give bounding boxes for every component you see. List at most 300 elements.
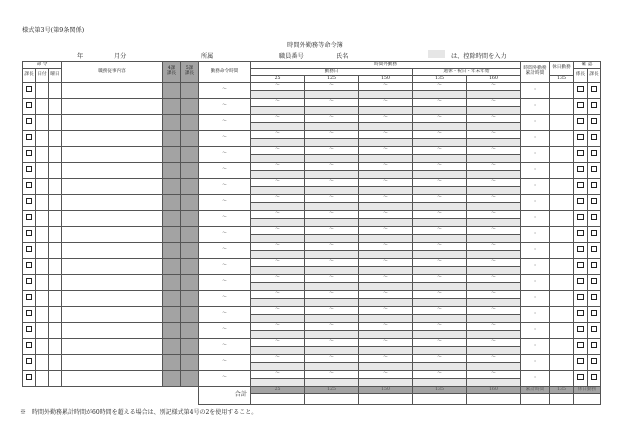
deduction-125-cell[interactable] [305, 347, 359, 355]
holiday-work-cell[interactable] [550, 259, 574, 275]
ot25-cell[interactable]: ～ [251, 371, 305, 379]
ot125-cell[interactable]: ～ [305, 163, 359, 171]
checkbox-icon[interactable] [577, 214, 584, 221]
checkbox-icon[interactable] [591, 182, 598, 189]
deduction-150-cell[interactable] [359, 267, 413, 275]
ot135-cell[interactable]: ～ [413, 323, 467, 331]
checkbox-icon[interactable] [26, 118, 33, 125]
staff-confirm-checkbox[interactable] [574, 195, 588, 211]
ot25-cell[interactable]: ～ [251, 259, 305, 267]
ot160-cell[interactable]: ～ [467, 323, 521, 331]
checkbox-icon[interactable] [591, 102, 598, 109]
ot25-cell[interactable]: ～ [251, 243, 305, 251]
chief-confirm-checkbox[interactable] [588, 275, 601, 291]
ot150-cell[interactable]: ～ [359, 83, 413, 91]
deduction-160-cell[interactable] [467, 155, 521, 163]
checkbox-icon[interactable] [577, 358, 584, 365]
cumulative-cell[interactable]: : [521, 259, 550, 275]
date-cell[interactable] [36, 163, 49, 179]
checkbox-icon[interactable] [591, 118, 598, 125]
date-cell[interactable] [36, 99, 49, 115]
deduction-150-cell[interactable] [359, 203, 413, 211]
cumulative-cell[interactable]: : [521, 227, 550, 243]
deduction-160-cell[interactable] [467, 251, 521, 259]
cumulative-cell[interactable]: : [521, 195, 550, 211]
deduction-160-cell[interactable] [467, 107, 521, 115]
chief-confirm-checkbox[interactable] [588, 259, 601, 275]
deduction-160-cell[interactable] [467, 363, 521, 371]
ot125-cell[interactable]: ～ [305, 323, 359, 331]
checkbox-icon[interactable] [577, 342, 584, 349]
deduction-160-cell[interactable] [467, 123, 521, 131]
date-cell[interactable] [36, 371, 49, 387]
deduction-25-cell[interactable] [251, 187, 305, 195]
holiday-work-cell[interactable] [550, 83, 574, 99]
ot125-cell[interactable]: ～ [305, 355, 359, 363]
order-checkbox[interactable] [23, 147, 36, 163]
deduction-150-cell[interactable] [359, 379, 413, 387]
staff-confirm-checkbox[interactable] [574, 83, 588, 99]
checkbox-icon[interactable] [591, 294, 598, 301]
order-checkbox[interactable] [23, 163, 36, 179]
date-cell[interactable] [36, 259, 49, 275]
checkbox-icon[interactable] [577, 278, 584, 285]
checkbox-icon[interactable] [26, 198, 33, 205]
ot25-cell[interactable]: ～ [251, 99, 305, 107]
cumulative-cell[interactable]: : [521, 211, 550, 227]
total-160-input[interactable] [467, 394, 521, 405]
deduction-150-cell[interactable] [359, 219, 413, 227]
ot125-cell[interactable]: ～ [305, 307, 359, 315]
date-cell[interactable] [36, 147, 49, 163]
deduction-125-cell[interactable] [305, 203, 359, 211]
date-cell[interactable] [36, 275, 49, 291]
ot150-cell[interactable]: ～ [359, 227, 413, 235]
deduction-135-cell[interactable] [413, 251, 467, 259]
ot160-cell[interactable]: ～ [467, 243, 521, 251]
deduction-150-cell[interactable] [359, 91, 413, 99]
deduction-25-cell[interactable] [251, 347, 305, 355]
checkbox-icon[interactable] [26, 310, 33, 317]
deduction-135-cell[interactable] [413, 283, 467, 291]
ot150-cell[interactable]: ～ [359, 163, 413, 171]
deduction-150-cell[interactable] [359, 299, 413, 307]
holiday-work-cell[interactable] [550, 323, 574, 339]
ot135-cell[interactable]: ～ [413, 339, 467, 347]
chief-confirm-checkbox[interactable] [588, 99, 601, 115]
date-cell[interactable] [36, 211, 49, 227]
date-cell[interactable] [36, 291, 49, 307]
chief-confirm-checkbox[interactable] [588, 83, 601, 99]
order-time-cell[interactable]: ～ [199, 99, 251, 115]
weekday-cell[interactable] [49, 195, 62, 211]
staff-confirm-checkbox[interactable] [574, 339, 588, 355]
ot150-cell[interactable]: ～ [359, 291, 413, 299]
deduction-135-cell[interactable] [413, 315, 467, 323]
checkbox-icon[interactable] [26, 262, 33, 269]
weekday-cell[interactable] [49, 115, 62, 131]
order-checkbox[interactable] [23, 83, 36, 99]
chief-confirm-checkbox[interactable] [588, 131, 601, 147]
deduction-125-cell[interactable] [305, 219, 359, 227]
ot150-cell[interactable]: ～ [359, 211, 413, 219]
checkbox-icon[interactable] [591, 326, 598, 333]
deduction-135-cell[interactable] [413, 155, 467, 163]
order-time-cell[interactable]: ～ [199, 195, 251, 211]
order-checkbox[interactable] [23, 355, 36, 371]
weekday-cell[interactable] [49, 83, 62, 99]
ot135-cell[interactable]: ～ [413, 275, 467, 283]
chief-confirm-checkbox[interactable] [588, 355, 601, 371]
staff-confirm-checkbox[interactable] [574, 227, 588, 243]
order-checkbox[interactable] [23, 323, 36, 339]
weekday-cell[interactable] [49, 227, 62, 243]
order-time-cell[interactable]: ～ [199, 307, 251, 323]
holiday-work-cell[interactable] [550, 307, 574, 323]
holiday-work-cell[interactable] [550, 115, 574, 131]
cumulative-cell[interactable]: : [521, 83, 550, 99]
deduction-125-cell[interactable] [305, 363, 359, 371]
weekday-cell[interactable] [49, 243, 62, 259]
checkbox-icon[interactable] [591, 86, 598, 93]
order-time-cell[interactable]: ～ [199, 115, 251, 131]
ot160-cell[interactable]: ～ [467, 339, 521, 347]
ot150-cell[interactable]: ～ [359, 131, 413, 139]
ot135-cell[interactable]: ～ [413, 83, 467, 91]
ot25-cell[interactable]: ～ [251, 195, 305, 203]
date-cell[interactable] [36, 179, 49, 195]
cumulative-cell[interactable]: : [521, 243, 550, 259]
ot160-cell[interactable]: ～ [467, 371, 521, 379]
deduction-135-cell[interactable] [413, 171, 467, 179]
holiday-work-cell[interactable] [550, 339, 574, 355]
order-time-cell[interactable]: ～ [199, 179, 251, 195]
chief-confirm-checkbox[interactable] [588, 243, 601, 259]
checkbox-icon[interactable] [577, 230, 584, 237]
deduction-125-cell[interactable] [305, 91, 359, 99]
staff-confirm-checkbox[interactable] [574, 147, 588, 163]
deduction-125-cell[interactable] [305, 379, 359, 387]
duty-cell[interactable] [62, 291, 163, 307]
order-time-cell[interactable]: ～ [199, 323, 251, 339]
total-125-input[interactable] [305, 394, 359, 405]
duty-cell[interactable] [62, 211, 163, 227]
deduction-150-cell[interactable] [359, 171, 413, 179]
checkbox-icon[interactable] [577, 118, 584, 125]
deduction-160-cell[interactable] [467, 139, 521, 147]
chief-confirm-checkbox[interactable] [588, 307, 601, 323]
cumulative-cell[interactable]: : [521, 131, 550, 147]
checkbox-icon[interactable] [577, 102, 584, 109]
order-time-cell[interactable]: ～ [199, 243, 251, 259]
weekday-cell[interactable] [49, 211, 62, 227]
checkbox-icon[interactable] [591, 214, 598, 221]
order-time-cell[interactable]: ～ [199, 275, 251, 291]
duty-cell[interactable] [62, 179, 163, 195]
deduction-25-cell[interactable] [251, 155, 305, 163]
deduction-125-cell[interactable] [305, 299, 359, 307]
staff-confirm-checkbox[interactable] [574, 243, 588, 259]
ot25-cell[interactable]: ～ [251, 115, 305, 123]
weekday-cell[interactable] [49, 275, 62, 291]
deduction-135-cell[interactable] [413, 219, 467, 227]
checkbox-icon[interactable] [577, 86, 584, 93]
deduction-125-cell[interactable] [305, 267, 359, 275]
ot160-cell[interactable]: ～ [467, 259, 521, 267]
date-cell[interactable] [36, 243, 49, 259]
cumulative-cell[interactable]: : [521, 179, 550, 195]
checkbox-icon[interactable] [577, 262, 584, 269]
cumulative-cell[interactable]: : [521, 99, 550, 115]
deduction-135-cell[interactable] [413, 91, 467, 99]
ot135-cell[interactable]: ～ [413, 259, 467, 267]
ot125-cell[interactable]: ～ [305, 259, 359, 267]
checkbox-icon[interactable] [591, 246, 598, 253]
deduction-160-cell[interactable] [467, 203, 521, 211]
checkbox-icon[interactable] [577, 326, 584, 333]
ot135-cell[interactable]: ～ [413, 355, 467, 363]
ot160-cell[interactable]: ～ [467, 195, 521, 203]
ot150-cell[interactable]: ～ [359, 243, 413, 251]
staff-confirm-checkbox[interactable] [574, 99, 588, 115]
cumulative-cell[interactable]: : [521, 323, 550, 339]
checkbox-icon[interactable] [577, 294, 584, 301]
ot135-cell[interactable]: ～ [413, 307, 467, 315]
ot135-cell[interactable]: ～ [413, 291, 467, 299]
holiday-work-cell[interactable] [550, 163, 574, 179]
checkbox-icon[interactable] [591, 134, 598, 141]
checkbox-icon[interactable] [577, 150, 584, 157]
deduction-25-cell[interactable] [251, 235, 305, 243]
checkbox-icon[interactable] [26, 358, 33, 365]
ot135-cell[interactable]: ～ [413, 147, 467, 155]
deduction-135-cell[interactable] [413, 203, 467, 211]
order-time-cell[interactable]: ～ [199, 355, 251, 371]
date-cell[interactable] [36, 307, 49, 323]
ot150-cell[interactable]: ～ [359, 115, 413, 123]
ot125-cell[interactable]: ～ [305, 339, 359, 347]
order-checkbox[interactable] [23, 131, 36, 147]
chief-confirm-checkbox[interactable] [588, 179, 601, 195]
ot160-cell[interactable]: ～ [467, 163, 521, 171]
checkbox-icon[interactable] [26, 342, 33, 349]
deduction-135-cell[interactable] [413, 299, 467, 307]
checkbox-icon[interactable] [26, 246, 33, 253]
deduction-25-cell[interactable] [251, 251, 305, 259]
cumulative-cell[interactable]: : [521, 355, 550, 371]
checkbox-icon[interactable] [591, 166, 598, 173]
staff-confirm-checkbox[interactable] [574, 115, 588, 131]
deduction-150-cell[interactable] [359, 139, 413, 147]
duty-cell[interactable] [62, 115, 163, 131]
ot125-cell[interactable]: ～ [305, 147, 359, 155]
deduction-150-cell[interactable] [359, 155, 413, 163]
holiday-work-cell[interactable] [550, 355, 574, 371]
order-time-cell[interactable]: ～ [199, 211, 251, 227]
ot150-cell[interactable]: ～ [359, 275, 413, 283]
deduction-160-cell[interactable] [467, 187, 521, 195]
deduction-25-cell[interactable] [251, 331, 305, 339]
deduction-160-cell[interactable] [467, 331, 521, 339]
checkbox-icon[interactable] [577, 182, 584, 189]
staff-confirm-checkbox[interactable] [574, 371, 588, 387]
checkbox-icon[interactable] [591, 342, 598, 349]
duty-cell[interactable] [62, 355, 163, 371]
deduction-125-cell[interactable] [305, 283, 359, 291]
checkbox-icon[interactable] [577, 198, 584, 205]
holiday-work-cell[interactable] [550, 147, 574, 163]
order-checkbox[interactable] [23, 339, 36, 355]
checkbox-icon[interactable] [26, 102, 33, 109]
cumulative-cell[interactable]: : [521, 115, 550, 131]
ot125-cell[interactable]: ～ [305, 275, 359, 283]
checkbox-icon[interactable] [26, 86, 33, 93]
date-cell[interactable] [36, 83, 49, 99]
deduction-125-cell[interactable] [305, 171, 359, 179]
duty-cell[interactable] [62, 259, 163, 275]
ot135-cell[interactable]: ～ [413, 243, 467, 251]
deduction-25-cell[interactable] [251, 107, 305, 115]
ot125-cell[interactable]: ～ [305, 115, 359, 123]
deduction-160-cell[interactable] [467, 91, 521, 99]
total-135-input[interactable] [413, 394, 467, 405]
deduction-160-cell[interactable] [467, 347, 521, 355]
deduction-160-cell[interactable] [467, 379, 521, 387]
deduction-25-cell[interactable] [251, 379, 305, 387]
cumulative-cell[interactable]: : [521, 291, 550, 307]
checkbox-icon[interactable] [26, 166, 33, 173]
holiday-work-cell[interactable] [550, 179, 574, 195]
ot25-cell[interactable]: ～ [251, 227, 305, 235]
duty-cell[interactable] [62, 163, 163, 179]
order-checkbox[interactable] [23, 259, 36, 275]
ot150-cell[interactable]: ～ [359, 323, 413, 331]
deduction-135-cell[interactable] [413, 235, 467, 243]
staff-confirm-checkbox[interactable] [574, 163, 588, 179]
deduction-150-cell[interactable] [359, 235, 413, 243]
deduction-25-cell[interactable] [251, 203, 305, 211]
holiday-work-cell[interactable] [550, 291, 574, 307]
ot25-cell[interactable]: ～ [251, 291, 305, 299]
ot125-cell[interactable]: ～ [305, 131, 359, 139]
date-cell[interactable] [36, 115, 49, 131]
deduction-125-cell[interactable] [305, 187, 359, 195]
weekday-cell[interactable] [49, 99, 62, 115]
chief-confirm-checkbox[interactable] [588, 291, 601, 307]
ot135-cell[interactable]: ～ [413, 211, 467, 219]
cumulative-cell[interactable]: : [521, 307, 550, 323]
deduction-160-cell[interactable] [467, 235, 521, 243]
ot125-cell[interactable]: ～ [305, 371, 359, 379]
deduction-125-cell[interactable] [305, 251, 359, 259]
deduction-25-cell[interactable] [251, 219, 305, 227]
ot25-cell[interactable]: ～ [251, 355, 305, 363]
ot160-cell[interactable]: ～ [467, 307, 521, 315]
deduction-160-cell[interactable] [467, 267, 521, 275]
deduction-125-cell[interactable] [305, 107, 359, 115]
ot125-cell[interactable]: ～ [305, 83, 359, 91]
weekday-cell[interactable] [49, 147, 62, 163]
deduction-160-cell[interactable] [467, 315, 521, 323]
chief-confirm-checkbox[interactable] [588, 227, 601, 243]
checkbox-icon[interactable] [577, 374, 584, 381]
deduction-160-cell[interactable] [467, 171, 521, 179]
ot125-cell[interactable]: ～ [305, 227, 359, 235]
chief-confirm-checkbox[interactable] [588, 339, 601, 355]
ot125-cell[interactable]: ～ [305, 179, 359, 187]
ot135-cell[interactable]: ～ [413, 227, 467, 235]
holiday-work-cell[interactable] [550, 195, 574, 211]
holiday-work-cell[interactable] [550, 243, 574, 259]
holiday-work-cell[interactable] [550, 131, 574, 147]
ot160-cell[interactable]: ～ [467, 115, 521, 123]
holiday-work-cell[interactable] [550, 275, 574, 291]
order-checkbox[interactable] [23, 179, 36, 195]
deduction-125-cell[interactable] [305, 235, 359, 243]
ot160-cell[interactable]: ～ [467, 83, 521, 91]
total-150-input[interactable] [359, 394, 413, 405]
deduction-150-cell[interactable] [359, 251, 413, 259]
deduction-125-cell[interactable] [305, 139, 359, 147]
checkbox-icon[interactable] [26, 182, 33, 189]
ot160-cell[interactable]: ～ [467, 179, 521, 187]
holiday-work-cell[interactable] [550, 211, 574, 227]
duty-cell[interactable] [62, 99, 163, 115]
total-holiday-input[interactable] [574, 394, 601, 405]
ot135-cell[interactable]: ～ [413, 163, 467, 171]
deduction-25-cell[interactable] [251, 363, 305, 371]
ot160-cell[interactable]: ～ [467, 227, 521, 235]
deduction-160-cell[interactable] [467, 283, 521, 291]
deduction-150-cell[interactable] [359, 283, 413, 291]
order-checkbox[interactable] [23, 99, 36, 115]
order-time-cell[interactable]: ～ [199, 339, 251, 355]
ot25-cell[interactable]: ～ [251, 275, 305, 283]
ot25-cell[interactable]: ～ [251, 211, 305, 219]
deduction-25-cell[interactable] [251, 139, 305, 147]
chief-confirm-checkbox[interactable] [588, 115, 601, 131]
weekday-cell[interactable] [49, 163, 62, 179]
ot160-cell[interactable]: ～ [467, 147, 521, 155]
deduction-150-cell[interactable] [359, 331, 413, 339]
checkbox-icon[interactable] [26, 134, 33, 141]
order-time-cell[interactable]: ～ [199, 259, 251, 275]
checkbox-icon[interactable] [591, 198, 598, 205]
staff-confirm-checkbox[interactable] [574, 211, 588, 227]
chief-confirm-checkbox[interactable] [588, 323, 601, 339]
duty-cell[interactable] [62, 147, 163, 163]
ot135-cell[interactable]: ～ [413, 179, 467, 187]
ot25-cell[interactable]: ～ [251, 83, 305, 91]
order-time-cell[interactable]: ～ [199, 83, 251, 99]
checkbox-icon[interactable] [591, 262, 598, 269]
deduction-135-cell[interactable] [413, 379, 467, 387]
deduction-25-cell[interactable] [251, 123, 305, 131]
ot160-cell[interactable]: ～ [467, 355, 521, 363]
checkbox-icon[interactable] [591, 358, 598, 365]
deduction-135-cell[interactable] [413, 267, 467, 275]
ot150-cell[interactable]: ～ [359, 99, 413, 107]
weekday-cell[interactable] [49, 179, 62, 195]
chief-confirm-checkbox[interactable] [588, 147, 601, 163]
total-25-input[interactable] [251, 394, 305, 405]
ot150-cell[interactable]: ～ [359, 147, 413, 155]
duty-cell[interactable] [62, 227, 163, 243]
ot25-cell[interactable]: ～ [251, 147, 305, 155]
order-time-cell[interactable]: ～ [199, 227, 251, 243]
checkbox-icon[interactable] [591, 150, 598, 157]
deduction-125-cell[interactable] [305, 315, 359, 323]
